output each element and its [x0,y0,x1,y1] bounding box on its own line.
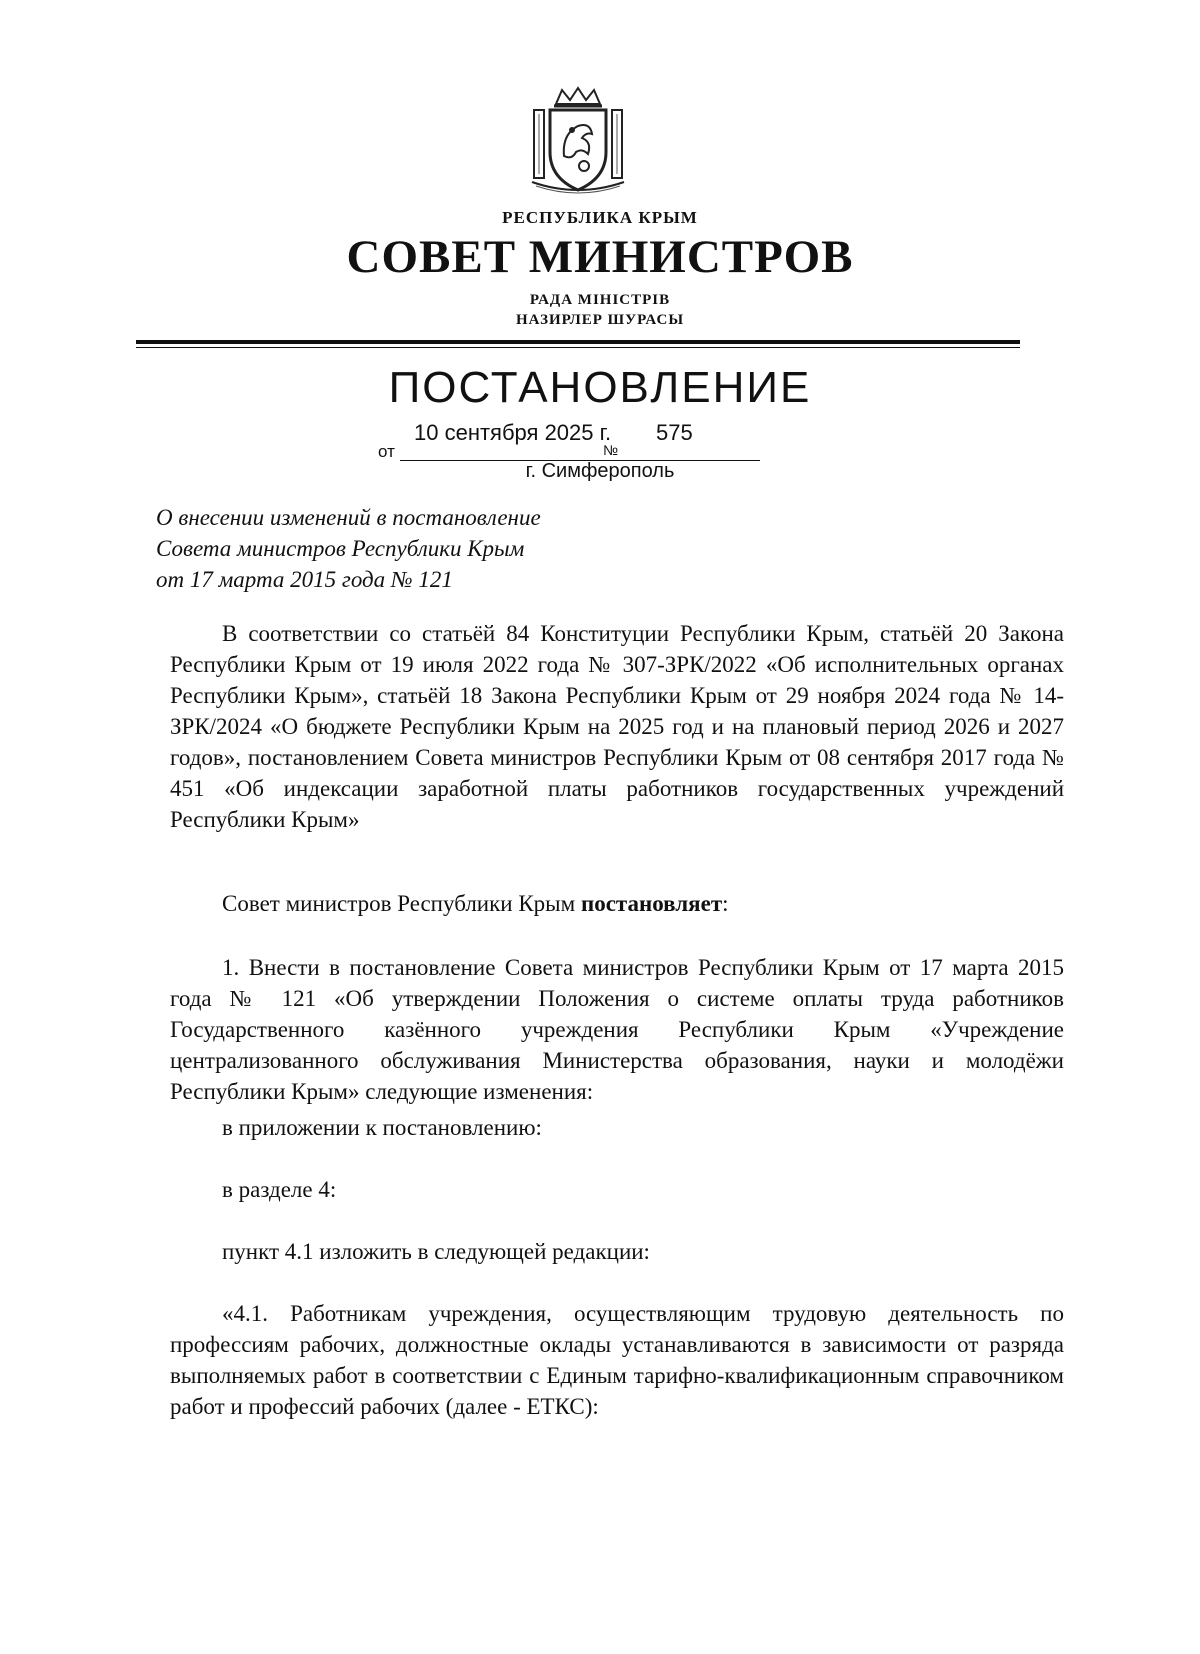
section-paragraph: в разделе 4: [222,1177,337,1202]
decree-title [156,502,756,595]
decree-number: 575 [656,420,693,445]
council-name-crimean-tatar: НАЗИРЛЕР ШУРАСЫ [515,312,685,328]
council-name: СОВЕТ МИНИСТРОВ [346,231,854,283]
date-prefix: от [378,442,395,461]
crimea-coat-of-arms-icon [526,86,630,196]
number-mark: № [603,442,619,458]
resolution-text: Совет министров Республики Крым [222,891,581,916]
title-line: от 17 марта 2015 года № 121 [156,567,453,592]
decree-city: г. Симферополь [525,460,675,482]
document-type: ПОСТАНОВЛЕНИЕ [388,363,812,412]
resolution-colon: : [722,891,729,916]
title-line: О внесении изменений в постановление [156,505,541,530]
resolution-keyword: постановляет [580,891,723,916]
item-1-paragraph: 1. Внести в постановление Совета министров Республики Крым от 17 марта 2015 года № 121 «Об утверждении Положения о системе оплаты труда работников Государственного казённого учреждения Республики Крым «Учреждение централизованного обслуживания Министерства образования, науки и молодёжи Республики Крым» следующие изменения: [170,955,1064,1104]
republic-name: РЕСПУБЛИКА КРЫМ [502,208,698,227]
clause-4-1-paragraph: «4.1. Работникам учреждения, осуществляющим трудовую деятельность по профессиям рабочих, должностные оклады устанавливаются в зависимости от разряда выполняемых работ в соответствии с Единым тарифно-квалификационным справочником работ и профессий рабочих (далее - ЕТКС): [170,1301,1064,1419]
title-line: Совета министров Республики Крым [156,536,525,561]
header-divider-thick [136,340,1020,344]
header-divider-thin [136,347,1020,348]
council-name-ukrainian: РАДА МІНІСТРІВ [529,292,671,308]
preamble-paragraph: В соответствии со статьёй 84 Конституции Республики Крым, статьёй 20 Закона Республики Крым от 19 июля 2022 года № 307-ЗРК/2022 «Об исполнительных органах Республики Крым», статьёй 18 Закона Республики Крым от 29 ноября 2024 года № 14-ЗРК/2024 «О бюджете Республики Крым на 2025 год и на плановый период 2026 и 2027 годов», постановлением Совета министров Республики Крым от 08 сентября 2017 года № 451 «Об индексации заработной платы работников государственных учреждений Республики Крым» [170,621,1064,832]
appendix-paragraph: в приложении к постановлению: [222,1115,542,1140]
decree-date: 10 сентября 2025 г. [414,420,612,445]
resolution-paragraph [170,888,1064,919]
decree-date-number-line [378,420,778,464]
clause-paragraph: пункт 4.1 изложить в следующей редакции: [222,1239,650,1264]
